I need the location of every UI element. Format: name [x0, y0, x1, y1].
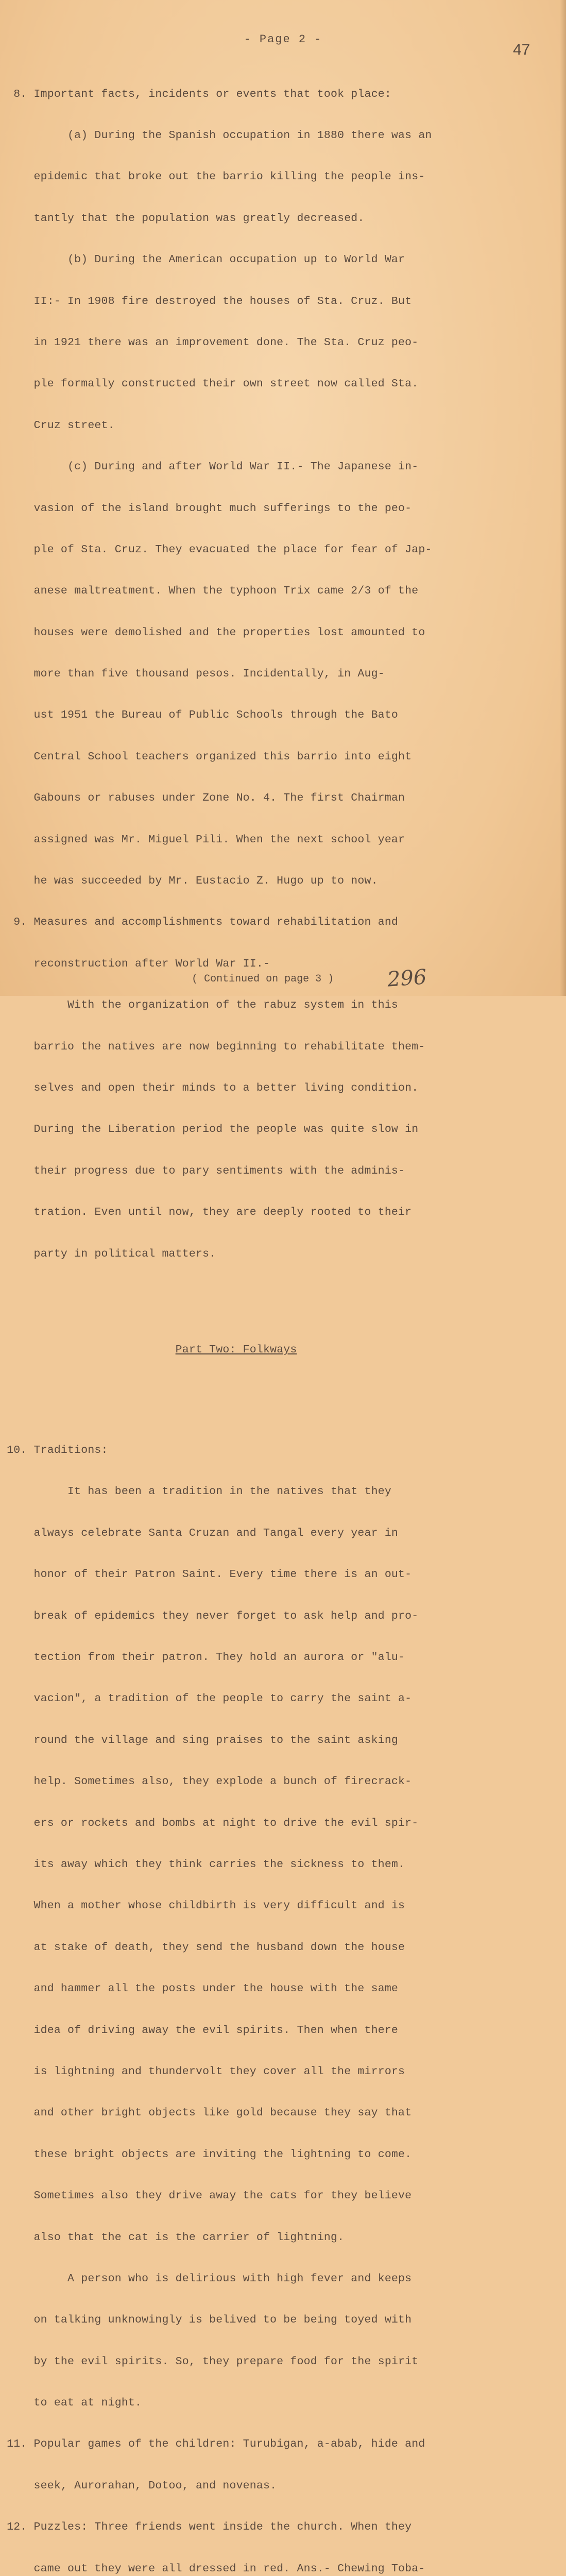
- text-line: barrio the natives are now beginning to rehabilitate them-: [0, 1040, 425, 1053]
- text-line: honor of their Patron Saint. Every time there is an out-: [0, 1568, 412, 1581]
- text-line: on talking unknowingly is belived to be being toyed with: [0, 2314, 412, 2327]
- text-line: and other bright objects like gold because they say that: [0, 2107, 412, 2120]
- text-line: tection from their patron. They hold an aurora or "alu-: [0, 1651, 405, 1664]
- text-line: assigned was Mr. Miguel Pili. When the next school year: [0, 833, 405, 846]
- text-line: 11. Popular games of the children: Turubigan, a-abab, hide and: [0, 2438, 425, 2451]
- text-line: During the Liberation period the people was quite slow in: [0, 1123, 419, 1136]
- text-line: came out they were all dressed in red. Ans.- Chewing Toba-: [0, 2562, 425, 2575]
- text-line: ers or rockets and bombs at night to drive the evil spir-: [0, 1817, 419, 1829]
- text-line: A person who is delirious with high fever and keeps: [0, 2272, 412, 2285]
- continued-note: ( Continued on page 3 ): [192, 973, 334, 985]
- text-line: party in political matters.: [0, 1247, 216, 1260]
- text-line: ple of Sta. Cruz. They evacuated the place for fear of Jap-: [0, 543, 432, 556]
- handwritten-page-number: 296: [386, 965, 427, 992]
- text-line: and hammer all the posts under the house with the same: [0, 1982, 399, 1995]
- text-line: With the organization of the rabuz system in this: [0, 999, 399, 1012]
- text-line: 9. Measures and accomplishments toward rehabilitation and: [0, 916, 399, 929]
- text-line: vacion", a tradition of the people to carry the saint a-: [0, 1692, 412, 1705]
- text-line: round the village and sing praises to the saint asking: [0, 1734, 399, 1747]
- page-header: - Page 2 -: [244, 33, 322, 46]
- text-line: its away which they think carries the sickness to them.: [0, 1858, 405, 1871]
- text-line: idea of driving away the evil spirits. Then when there: [0, 2024, 399, 2037]
- text-line: epidemic that broke out the barrio killing the people ins-: [0, 171, 425, 183]
- text-line: ple formally constructed their own street now called Sta.: [0, 378, 419, 391]
- text-line: II:- In 1908 fire destroyed the houses of Sta. Cruz. But: [0, 295, 412, 308]
- text-line: always celebrate Santa Cruzan and Tangal every year in: [0, 1527, 399, 1539]
- text-line: It has been a tradition in the natives that they: [0, 1485, 391, 1498]
- text-line: also that the cat is the carrier of lightning.: [0, 2231, 345, 2244]
- text-line: he was succeeded by Mr. Eustacio Z. Hugo up to now.: [0, 875, 378, 888]
- text-line: (b) During the American occupation up to World War: [0, 253, 405, 266]
- text-line: 12. Puzzles: Three friends went inside the church. When they: [0, 2521, 412, 2534]
- text-line: reconstruction after World War II.-: [0, 957, 270, 970]
- spacer: [0, 1385, 566, 1402]
- part-heading-line: [0, 1343, 566, 1357]
- text-line: in 1921 there was an improvement done. The Sta. Cruz peo-: [0, 336, 419, 349]
- text-line: Gabouns or rabuses under Zone No. 4. The first Chairman: [0, 792, 405, 805]
- part-heading: Part Two: Folkways: [175, 1344, 297, 1357]
- text-line: by the evil spirits. So, they prepare food for the spirit: [0, 2355, 419, 2368]
- text-line: (c) During and after World War II.- The Japanese in-: [0, 461, 419, 473]
- text-line: to eat at night.: [0, 2397, 142, 2410]
- text-line: tration. Even until now, they are deeply rooted to their: [0, 1206, 412, 1219]
- text-line: (a) During the Spanish occupation in 1880 there was an: [0, 129, 432, 142]
- text-line: 10. Traditions:: [0, 1444, 108, 1457]
- text-line: anese maltreatment. When the typhoon Trix came 2/3 of the: [0, 585, 419, 598]
- text-line: is lightning and thundervolt they cover all the mirrors: [0, 2065, 405, 2078]
- continued-note-line: [0, 973, 566, 985]
- text-line: 8. Important facts, incidents or events that took place:: [0, 88, 391, 100]
- text-line: selves and open their minds to a better living condition.: [0, 1081, 419, 1094]
- document-body: [0, 60, 566, 2576]
- text-line: When a mother whose childbirth is very difficult and is: [0, 1900, 405, 1912]
- text-line: Cruz street.: [0, 419, 115, 432]
- text-line: seek, Aurorahan, Dotoo, and novenas.: [0, 2479, 277, 2492]
- text-line: these bright objects are inviting the lightning to come.: [0, 2148, 412, 2161]
- spacer: [0, 1302, 566, 1316]
- text-line: break of epidemics they never forget to ask help and pro-: [0, 1609, 419, 1622]
- text-line: vasion of the island brought much sufferings to the peo-: [0, 502, 412, 515]
- folio-number: 47: [513, 41, 530, 58]
- text-line: tantly that the population was greatly decreased.: [0, 212, 365, 225]
- text-line: Sometimes also they drive away the cats for they believe: [0, 2190, 412, 2202]
- text-line: help. Sometimes also, they explode a bunch of firecrack-: [0, 1775, 412, 1788]
- text-line: their progress due to pary sentiments with the adminis-: [0, 1164, 405, 1177]
- text-line: at stake of death, they send the husband down the house: [0, 1941, 405, 1954]
- text-line: ust 1951 the Bureau of Public Schools through the Bato: [0, 709, 399, 722]
- text-line: houses were demolished and the properties lost amounted to: [0, 626, 425, 639]
- text-line: Central School teachers organized this barrio into eight: [0, 750, 412, 763]
- text-line: more than five thousand pesos. Incidentally, in Aug-: [0, 668, 385, 681]
